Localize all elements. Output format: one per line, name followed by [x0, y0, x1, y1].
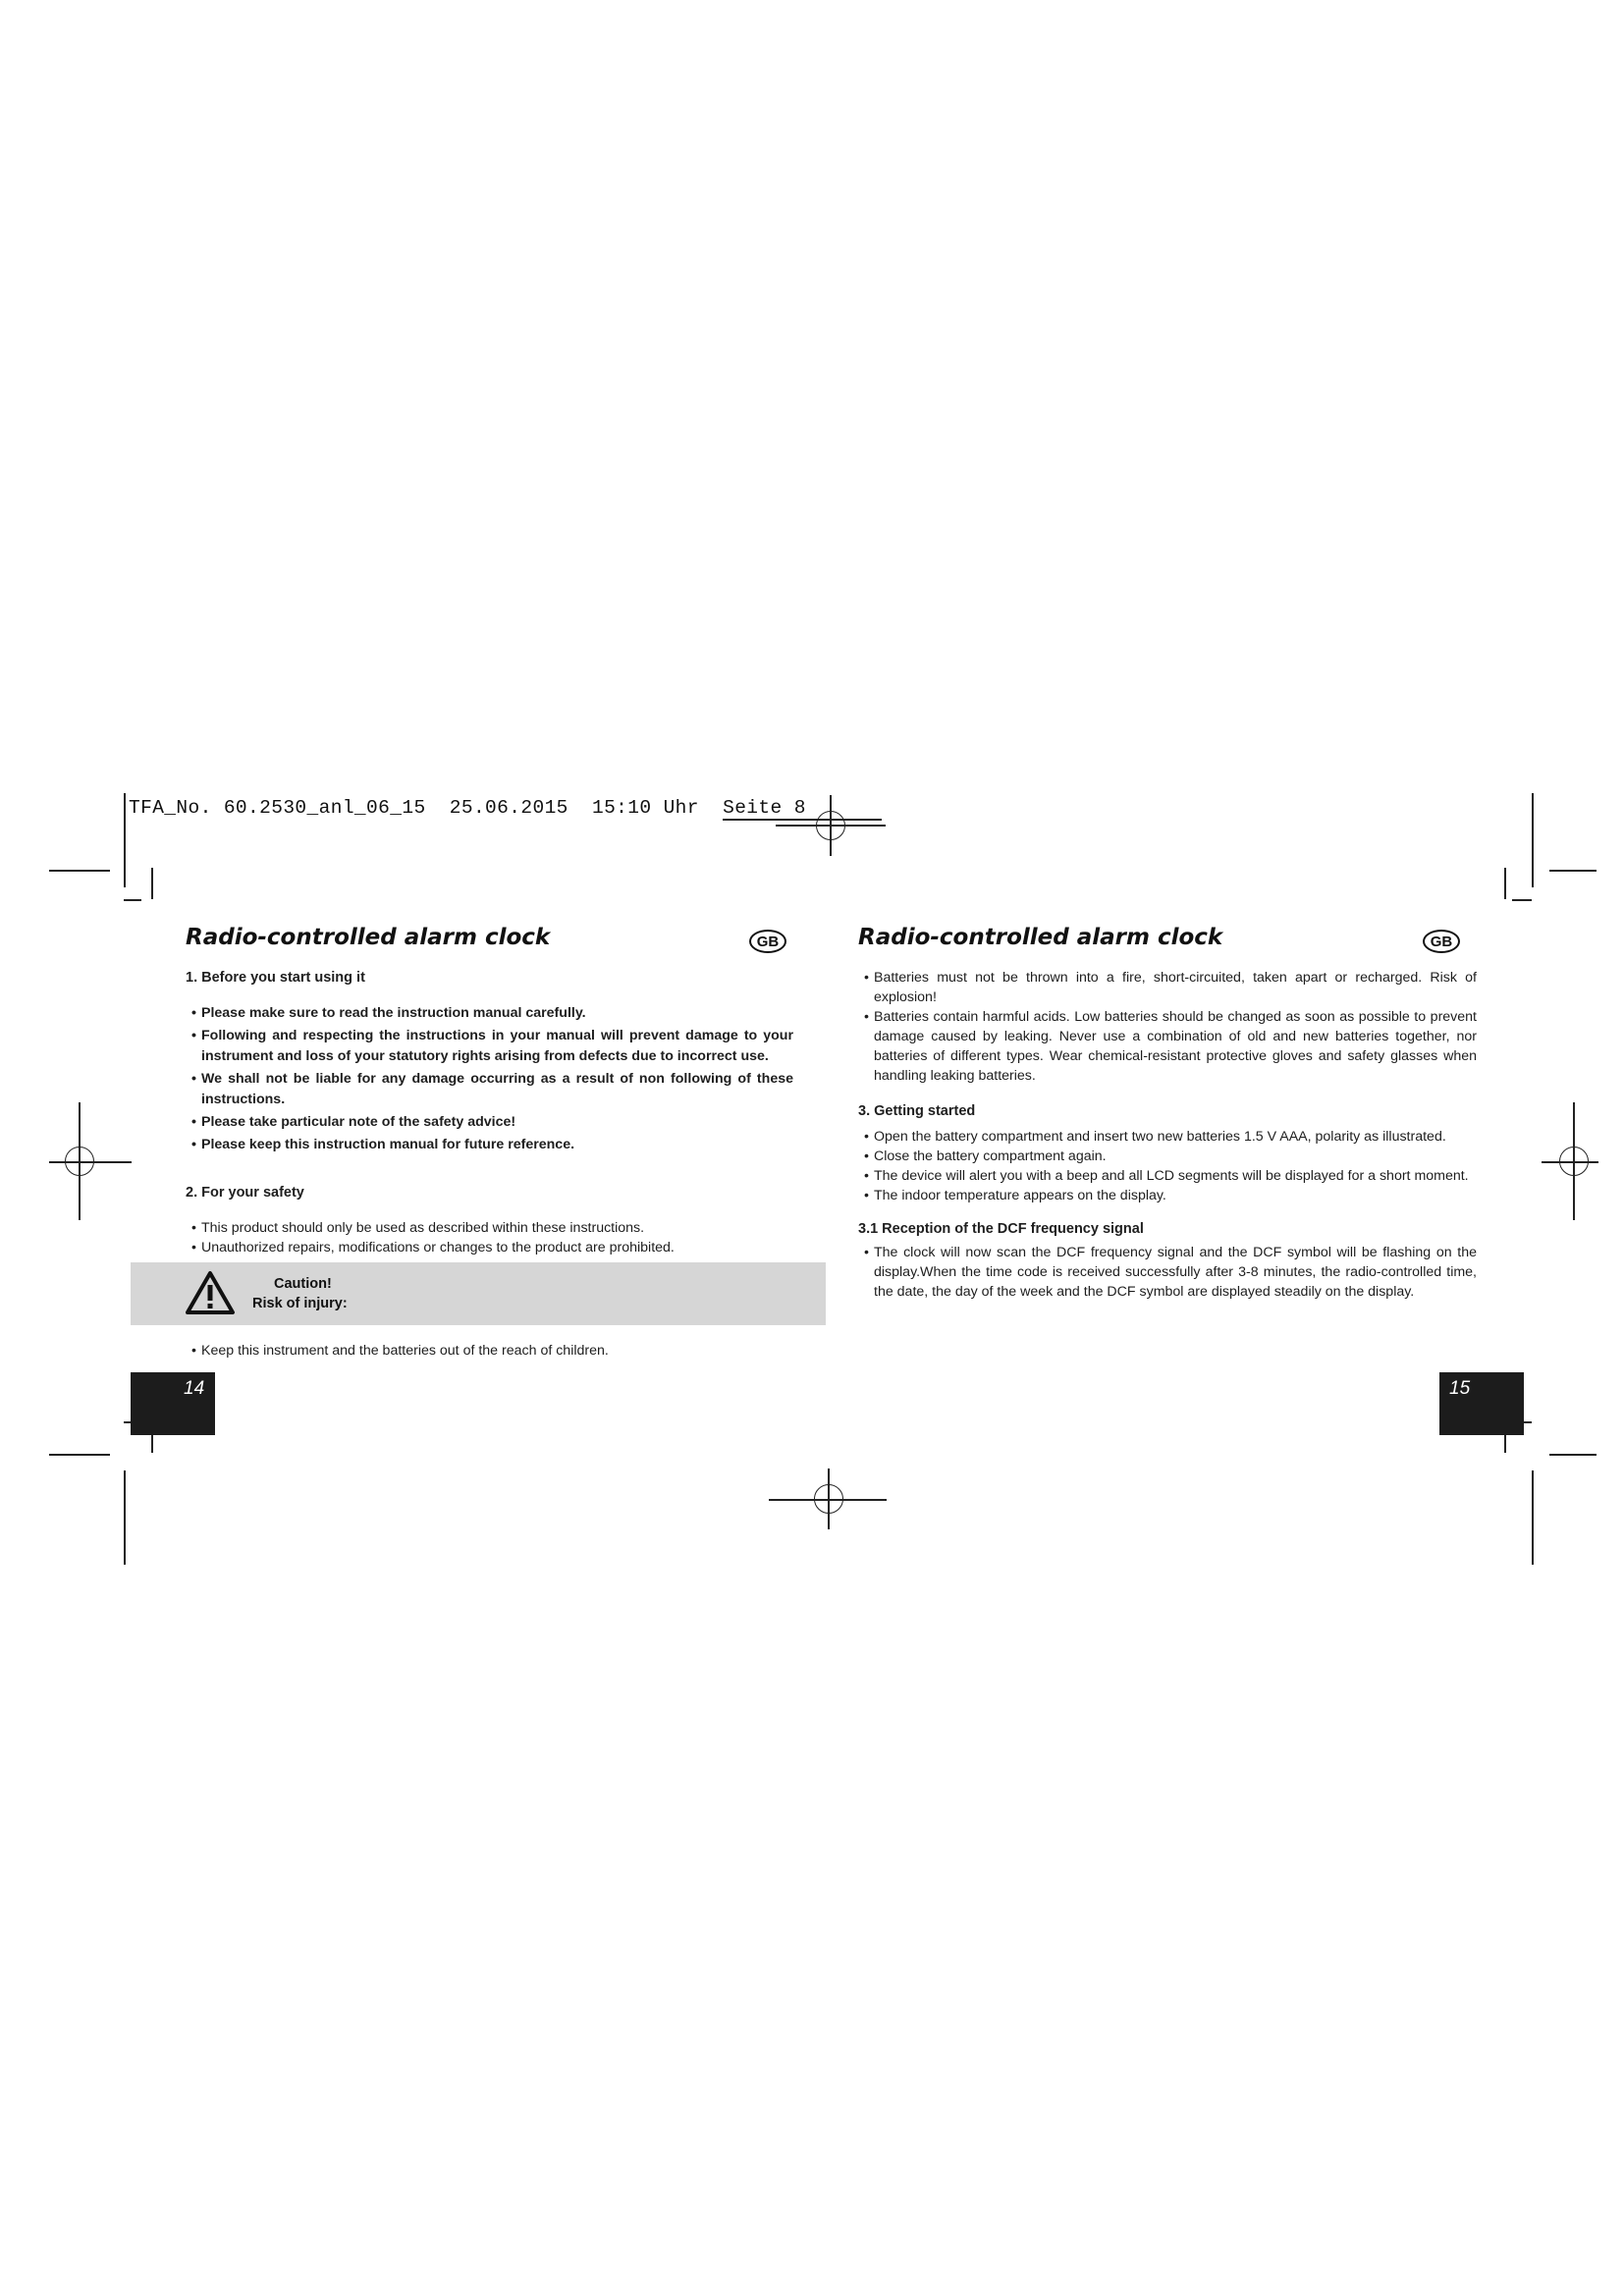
crop-line — [1504, 868, 1506, 899]
list-item: • Unauthorized repairs, modifications or changes to the product are prohibited. — [191, 1240, 675, 1255]
list-item: • The device will alert you with a beep and all LCD segments will be displayed for a short moment. — [864, 1168, 1469, 1184]
section-heading: 1. Before you start using it — [186, 970, 365, 986]
print-slug: TFA_No. 60.2530_anl_06_15 25.06.2015 15:10 Uhr Seite 8 — [129, 797, 806, 819]
caution-text — [252, 1274, 348, 1313]
section1-list — [186, 1003, 793, 1155]
list-item: • Following and respecting the instructions in your manual will prevent damage to your instrument and loss of your statutory rights arising from defects due to incorrect use. — [191, 1028, 793, 1064]
crop-line — [124, 793, 126, 887]
section-heading: 2. For your safety — [186, 1185, 304, 1201]
right-page-body — [858, 968, 1477, 1302]
right-page-title: Radio-controlled alarm clock — [858, 925, 1223, 950]
list-item: • Batteries must not be thrown into a fire, short-circuited, taken apart or recharged. Risk of explosion! — [864, 970, 1477, 1005]
after-caution-text — [186, 1341, 793, 1361]
registration-mark — [814, 1484, 843, 1514]
list-item: • Batteries contain harmful acids. Low batteries should be changed as soon as possible to prevent damage caused by leaking. Never use a combination of old and new batteries together, nor batteries of different types. Wear chemical-resistant protective gloves and safety glasses when handling leaking batteries. — [864, 1009, 1477, 1084]
crop-line — [1504, 1435, 1506, 1453]
crop-line — [1512, 899, 1532, 901]
section3-list — [858, 1127, 1477, 1205]
list-item: • Open the battery compartment and insert two new batteries 1.5 V AAA, polarity as illustrated. — [864, 1129, 1446, 1145]
section-heading: 3. Getting started — [858, 1103, 976, 1119]
list-item: • Close the battery compartment again. — [864, 1148, 1107, 1164]
list-item: • Please make sure to read the instruction manual carefully. — [191, 1005, 586, 1021]
crop-line — [124, 1470, 126, 1565]
crop-line — [49, 870, 110, 872]
gb-language-badge: GB — [749, 930, 786, 953]
registration-mark — [65, 1147, 94, 1176]
list-item: • Please keep this instruction manual for future reference. — [191, 1137, 575, 1152]
crop-line — [1549, 1454, 1597, 1456]
slug-underline — [723, 819, 882, 821]
gb-language-badge: GB — [1423, 930, 1460, 953]
section-heading: 3.1 Reception of the DCF frequency signal — [858, 1221, 1144, 1237]
crop-line — [151, 1435, 153, 1453]
list-item: • The clock will now scan the DCF frequency signal and the DCF symbol will be flashing on the display.When the time code is received successfully after 3-8 minutes, the radio-controlled time, the date, the day of the week and the DCF symbol are displayed steadily on the display. — [864, 1245, 1477, 1300]
section31-list — [858, 1243, 1477, 1302]
list-item: • We shall not be liable for any damage occurring as a result of non following of these instructions. — [191, 1071, 793, 1107]
crop-line — [49, 1454, 110, 1456]
crop-line — [1532, 1470, 1534, 1565]
warning-triangle-icon — [185, 1270, 236, 1315]
crop-line — [124, 899, 141, 901]
registration-mark — [816, 811, 845, 840]
risk-label: Risk of injury: — [252, 1296, 348, 1311]
page-number: 14 — [131, 1372, 215, 1435]
list-item: • Please take particular note of the safety advice! — [191, 1114, 516, 1130]
crop-line — [1549, 870, 1597, 872]
left-page-body — [186, 968, 793, 1257]
caution-box — [131, 1262, 826, 1325]
list-item: • The indoor temperature appears on the display. — [864, 1188, 1166, 1203]
crop-line — [1532, 793, 1534, 887]
registration-mark — [1559, 1147, 1589, 1176]
caution-label: Caution! — [274, 1276, 332, 1292]
page-number: 15 — [1439, 1372, 1524, 1435]
section2-list — [186, 1218, 793, 1257]
left-page-title: Radio-controlled alarm clock — [186, 925, 551, 950]
list-item: • Keep this instrument and the batteries out of the reach of children. — [191, 1343, 609, 1359]
list-item: • This product should only be used as described within these instructions. — [191, 1220, 645, 1236]
crop-line — [151, 868, 153, 899]
